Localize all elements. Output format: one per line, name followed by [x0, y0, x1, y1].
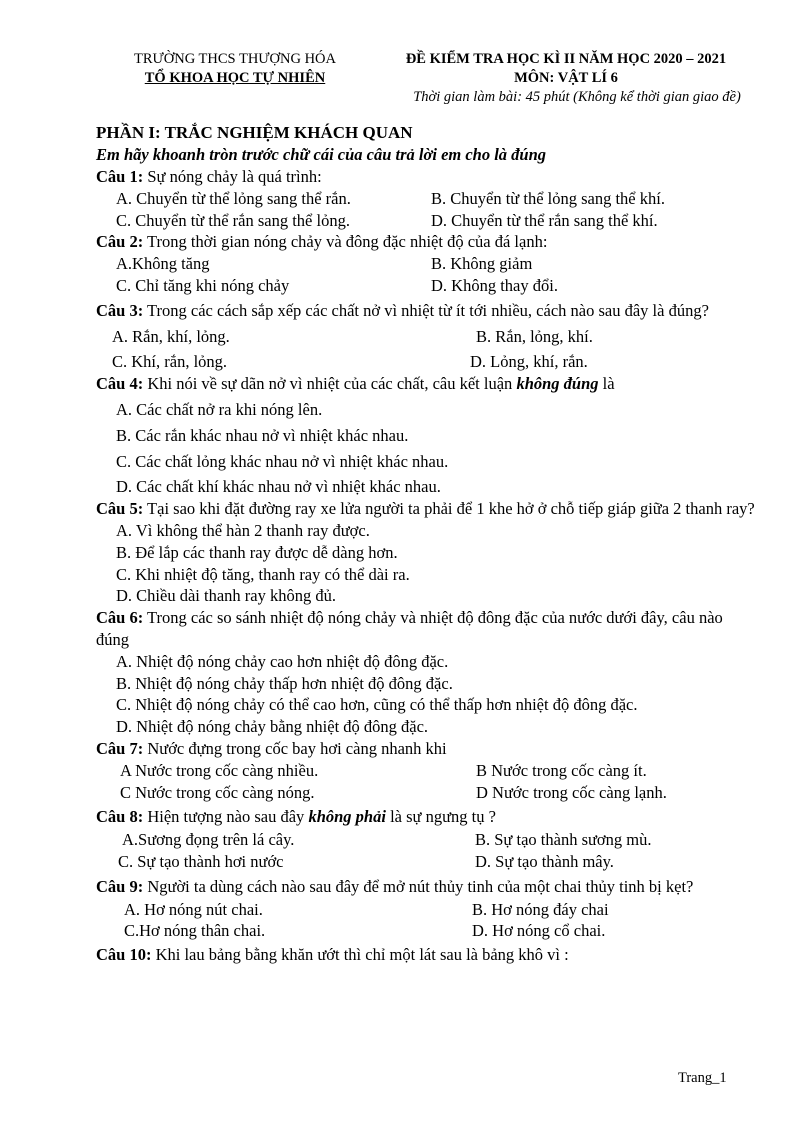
option-a: A. Các chất nở ra khi nóng lên.: [116, 399, 323, 419]
option-b: B. Chuyển từ thể lỏng sang thể khí.: [431, 188, 665, 208]
options-row: [96, 920, 756, 942]
options-row: [96, 829, 756, 851]
option-c: C.Hơ nóng thân chai.: [124, 921, 266, 941]
question-text-end: là: [598, 374, 615, 394]
option-b: B. Rắn, lỏng, khí.: [476, 326, 593, 346]
option-d: D. Nhiệt độ nóng chảy bằng nhiệt độ đông đặc.: [116, 717, 429, 737]
option-d: D. Chuyển từ thể rắn sang thể khí.: [431, 210, 658, 230]
option-b: B. Để lắp các thanh ray được dễ dàng hơn.: [116, 542, 398, 562]
question-7: [96, 738, 756, 760]
options-row: [96, 253, 756, 275]
question-text: Người ta dùng cách nào sau đây để mở nút thủy tinh của một chai thủy tinh bị kẹt?: [143, 876, 694, 896]
option-b: B Nước trong cốc càng ít.: [476, 760, 647, 780]
option-c: C. Khi nhiệt độ tăng, thanh ray có thể dài ra.: [116, 564, 410, 584]
question-2: [96, 231, 756, 253]
question-label: Câu 3:: [96, 300, 144, 320]
options-row: [96, 210, 756, 232]
question-8: [96, 806, 756, 828]
options-row: [96, 326, 756, 348]
option-a: A Nước trong cốc càng nhiều.: [120, 760, 319, 780]
question-text: Trong các so sánh nhiệt độ nóng chảy và nhiệt độ đông đặc của nước dưới đây, câu nào đúng: [96, 608, 723, 649]
exam-body: [96, 122, 756, 966]
option-a: A. Vì không thể hàn 2 thanh ray được.: [116, 520, 370, 540]
option-d: D. Lỏng, khí, rắn.: [470, 352, 588, 372]
option-c: C Nước trong cốc càng nóng.: [120, 782, 315, 802]
school-name: TRƯỜNG THCS THƯỢNG HÓA: [133, 51, 337, 67]
question-6: [96, 607, 756, 651]
options-row: [96, 760, 756, 782]
question-9: [96, 876, 756, 898]
options-row: [96, 275, 756, 297]
page-number: Trang_1: [678, 1070, 727, 1086]
question-4: [96, 373, 756, 395]
question-label: Câu 4:: [96, 374, 144, 394]
option-d: D. Sự tạo thành mây.: [475, 851, 614, 871]
option-c: C. Nhiệt độ nóng chảy có thể cao hơn, cũng có thể thấp hơn nhiệt độ đông đặc.: [116, 695, 638, 715]
question-label: Câu 7:: [96, 738, 144, 758]
option-d: D Nước trong cốc càng lạnh.: [476, 782, 667, 802]
option-c: C. Các chất lỏng khác nhau nở vì nhiệt khác nhau.: [116, 451, 449, 471]
question-text: Sự nóng chảy là quá trình:: [143, 167, 322, 186]
option-d: D. Chiều dài thanh ray không đủ.: [116, 586, 336, 606]
question-5: [96, 498, 756, 520]
exam-title: ĐỀ KIỂM TRA HỌC KÌ II NĂM HỌC 2020 – 2021: [405, 51, 727, 67]
option-d: D. Không thay đổi.: [431, 275, 558, 295]
question-label: Câu 6:: [96, 608, 144, 628]
question-text: Hiện tượng nào sau đây: [143, 807, 309, 827]
question-3: [96, 300, 756, 322]
exam-time-note: Thời gian làm bài: 45 phút (Không kể thời gian giao đề): [413, 89, 741, 105]
option-c: C. Sự tạo thành hơi nước: [118, 851, 284, 871]
options-row: [96, 782, 756, 804]
question-text: Nước đựng trong cốc bay hơi càng nhanh khi: [143, 738, 447, 758]
question-label: Câu 10:: [96, 945, 152, 965]
option-b: B. Các rắn khác nhau nở vì nhiệt khác nhau.: [116, 425, 409, 445]
question-text: Tại sao khi đặt đường ray xe lửa người ta phải để 1 khe hở ở chỗ tiếp giáp giữa 2 thanh ray?: [143, 499, 755, 519]
question-10: [96, 944, 756, 966]
question-label: Câu 9:: [96, 876, 144, 896]
options-row: [96, 899, 756, 921]
question-label: Câu 1:: [96, 167, 144, 186]
option-c: C. Chỉ tăng khi nóng chảy: [116, 275, 290, 295]
part-title: PHẦN I: TRẮC NGHIỆM KHÁCH QUAN: [96, 123, 413, 142]
option-a: A. Hơ nóng nút chai.: [124, 899, 263, 919]
question-label: Câu 5:: [96, 499, 144, 519]
question-text: Trong thời gian nóng chảy và đông đặc nhiệt độ của đá lạnh:: [143, 232, 548, 252]
question-emphasis: không đúng: [516, 374, 599, 394]
option-a: A. Nhiệt độ nóng chảy cao hơn nhiệt độ đông đặc.: [116, 651, 449, 671]
option-a: A.Không tăng: [116, 254, 210, 274]
option-a: A.Sương đọng trên lá cây.: [122, 830, 295, 850]
question-label: Câu 8:: [96, 807, 144, 827]
options-row: [96, 851, 756, 873]
option-b: B. Nhiệt độ nóng chảy thấp hơn nhiệt độ đông đặc.: [116, 673, 453, 693]
option-d: D. Hơ nóng cổ chai.: [472, 921, 606, 941]
header-right: [372, 50, 760, 107]
department-name: TỔ KHOA HỌC TỰ NHIÊN: [144, 70, 326, 86]
option-b: B. Không giảm: [431, 254, 533, 274]
option-c: C. Khí, rắn, lỏng.: [112, 352, 228, 372]
exam-subject: MÔN: VẬT LÍ 6: [514, 70, 618, 86]
option-b: B. Hơ nóng đáy chai: [472, 899, 609, 919]
question-text: Trong các cách sắp xếp các chất nở vì nhiệt từ ít tới nhiều, cách nào sau đây là đúng?: [143, 300, 709, 320]
question-1: [96, 166, 756, 188]
option-a: A. Chuyển từ thể lỏng sang thể rắn.: [116, 188, 351, 208]
question-emphasis: không phải: [308, 807, 386, 827]
option-a: A. Rắn, khí, lỏng.: [112, 326, 230, 346]
options-row: [96, 351, 756, 373]
option-c: C. Chuyển từ thể rắn sang thể lỏng.: [116, 210, 350, 230]
options-row: [96, 188, 756, 210]
header-left: [100, 50, 370, 88]
question-label: Câu 2:: [96, 232, 144, 252]
question-text: Khi nói về sự dãn nở vì nhiệt của các chất, câu kết luận: [143, 374, 517, 394]
question-text: Khi lau bảng bằng khăn ướt thì chỉ một lát sau là bảng khô vì :: [151, 945, 569, 965]
option-d: D. Các chất khí khác nhau nở vì nhiệt khác nhau.: [116, 477, 441, 497]
question-text-end: là sự ngưng tụ ?: [385, 807, 496, 827]
option-b: B. Sự tạo thành sương mù.: [475, 830, 652, 850]
part-instruction: Em hãy khoanh tròn trước chữ cái của câu trả lời em cho là đúng: [96, 145, 547, 164]
